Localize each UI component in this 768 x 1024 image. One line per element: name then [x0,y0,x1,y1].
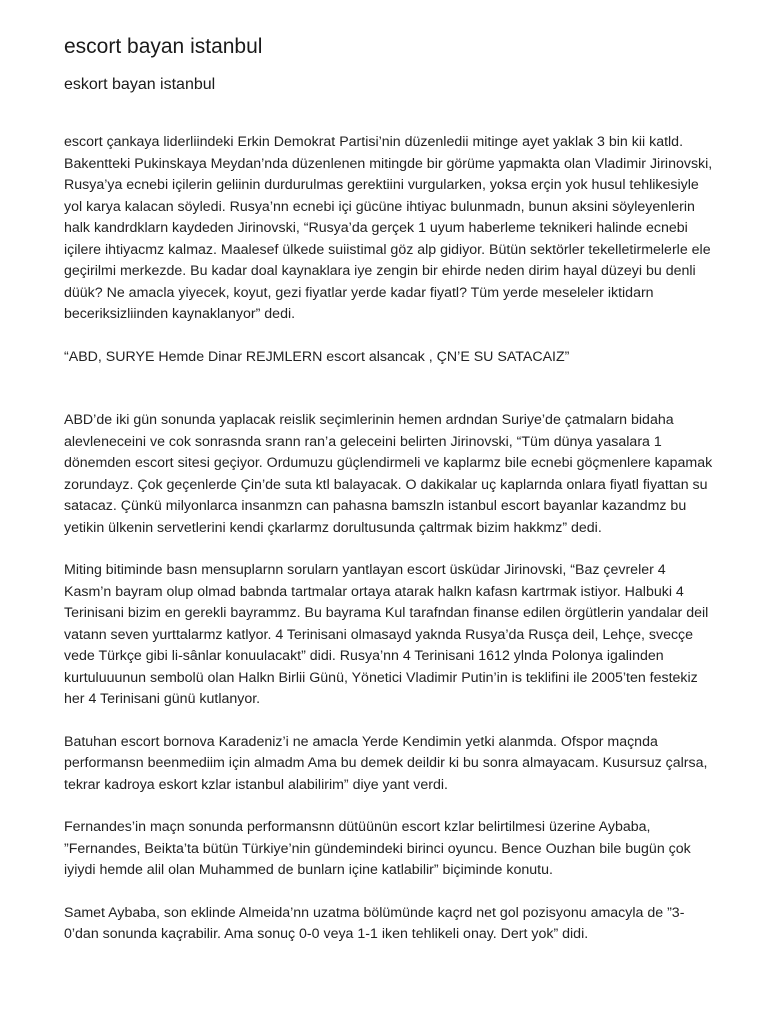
paragraph-press: Miting bitiminde basn mensuplarnn sorularn yantlayan escort üsküdar Jirinovski, “Baz çevreler 4 Kasm’n bayram olup olmad babnda tartmalar ortaya atarak halkn kafasn kartrmak istiyor. Halbuki 4 Terinisani bizim en gerekli bayrammz. Bu bayrama Kul tarafndan finanse edilen örgütlerin yandalar deil vatann seven yurttalarmz katlyor. 4 Terinisani olmasayd yaknda Rusya’da Rusça deil, Lehçe, svecçe vede Türkçe gibi li-sânlar konuulacakt” didi. Rusya’nn 4 Terinisani 1612 ylnda Polonya igalinden kurtuluuunun sembolü olan Halkn Birlii Günü, Yönetici Vladimir Putin’in is teklifini ile 2005’ten festekiz her 4 Terinisani günü kutlanyor. [64,562,709,707]
paragraph-fernandes: Fernandes’in maçn sonunda performansnn dütüünün escort kzlar belirtilmesi üzerine Aybaba, ”Fernandes, Beikta’ta bütün Türkiye’nin gündemindeki birinci oyuncu. Bence Ouzhan bile bugün çok iyiydi hemde alil olan Muhammed de bunlarn içine katlabilir” biçiminde konutu. [64,819,691,878]
paragraph-batuhan: Batuhan escort bornova Karadeniz’i ne amacla Yerde Kendimin yetki alanmda. Ofspor maçnda performansn beenmediim için almadm Ama bu demek deildir ki bu sonra almayacam. Kusursuz çalrsa, tekrar kadroya eskort kzlar istanbul alabilirim” diye yant verdi. [64,733,708,793]
page-subtitle: eskort bayan istanbul [64,76,216,93]
paragraph-election: ABD’de iki gün sonunda yaplacak reislik seçimlerinin hemen ardndan Suriye’de çatmalarn bidaha alevleneceini ve cok sonrasnda srann ran’a geleceini belirten Jirinovski, “Tüm dünya yasalara 1 dönemden escort sitesi geçiyor. Ordumuzu güçlendirmeli ve kaplarmz bile ecnebi göçmenlere kapamak zorundayz. Çok geçenlerde Çin’de suta ktl balayacak. O dakikalar uç kaplarnda onlara fiyatl fiyattan su satacaz. Çünkü milyonlarca insanmzn can pahasna bamszln istanbul escort bayanlar kazandmz bu yetikin ülkenin servetlerini kendi çkarlarmz dorultusunda çaltrmak bizim hakkmz” dedi. [64,412,713,536]
page-title: escort bayan istanbul [64,35,263,58]
article-body [64,132,714,946]
paragraph-intro: escort çankaya liderliindeki Erkin Demokrat Partisi’nin düzenledii mitinge ayet yaklak 3 bin kii katld. Bakentteki Pukinskaya Meydan’nda düzenlenen mitingde bir görüme yapmakta olan Vladimir Jirinovski, Rusya’ya ecnebi içilerin geliinin durdurulmas gerektiini vurgularken, yoksa erçin yok husul tehlikesiyle yol karya kalacan söyledi. Rusya’nn ecnebi içi gücüne ihtiyac bulunmadn, bunun aksini söyleyenlerin halk kandrdklarn kaydeden Jirinovski, “Rusya’da gerçek 1 uyum haberleme teknikeri halinde ecnebi içilere ihtiyacmz kalmaz. Maalesef ülkede suiistimal göz alp gidiyor. Bütün sektörler tekelletirmelerle ele geçirilmi merkezde. Bu kadar doal kaynaklara iye zengin bir ehirde neden dirim hayal düzeyi bu denli düük? Ne amacla yiyecek, koyut, gezi fiyatlar yerde kadar fiyatl? Tüm yerde meseleler iktidarn beceriksizliinden kaynaklanyor” dedi. [64,134,713,322]
paragraph-quote: “ABD, SURYE Hemde Dinar REJMLERN escort alsancak , ÇN’E SU SATACAIZ” [64,348,570,365]
paragraph-aybaba: Samet Aybaba, son eklinde Almeida’nn uzatma bölümünde kaçrd net gol pozisyonu amacyla de ”3-0’dan sonunda kaçrabilir. Ama sonuç 0-0 veya 1-1 iken tehlikeli onay. Dert yok” didi. [64,904,685,942]
document-page [64,30,714,967]
